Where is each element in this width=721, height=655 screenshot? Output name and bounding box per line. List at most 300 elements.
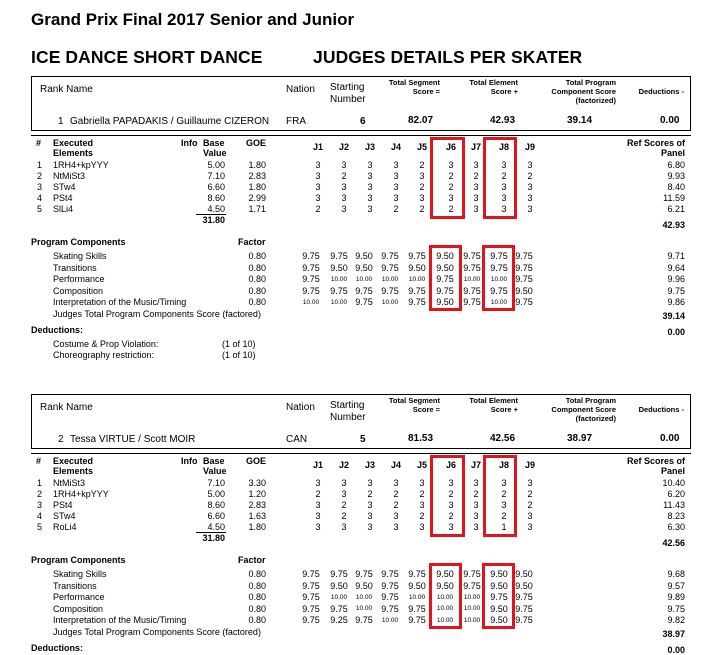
element-judge-score: 3	[315, 511, 321, 521]
pc-ref: 9.96	[667, 274, 685, 285]
judges-total-label: Judges Total Program Components Score (factored)	[53, 627, 261, 637]
element-judge-score: 2	[527, 500, 533, 510]
element-judge-score: 2	[501, 489, 507, 499]
separator	[31, 135, 691, 136]
pc-factor-value: 0.80	[248, 603, 266, 614]
deduction-item-label: Costume & Prop Violation:	[53, 339, 159, 349]
element-judge-score: 2	[393, 204, 399, 214]
element-judge-score: 3	[473, 478, 479, 488]
element-judge-score: 2	[341, 171, 347, 181]
element-judge-score: 3	[448, 193, 454, 203]
element-judge-score: 3	[448, 522, 454, 532]
element-judge-score: 3	[393, 478, 399, 488]
element-name: STw4	[53, 182, 76, 192]
element-judge-score: 3	[527, 160, 533, 170]
element-judge-score: 1	[501, 522, 507, 532]
element-judge-score: 2	[315, 204, 321, 214]
pc-judge-score: 10.00	[490, 275, 508, 283]
pc-judge-score: 9.50	[408, 262, 426, 273]
tss-header: Total Segment Score =	[388, 78, 440, 96]
pc-judge-score: 9.75	[463, 569, 481, 579]
col-num: #	[36, 456, 42, 466]
element-goe: 1.20	[248, 489, 266, 499]
pc-judge-score: 9.75	[463, 251, 481, 261]
element-judge-score: 3	[367, 193, 373, 203]
highlight-box	[430, 137, 465, 219]
element-judge-score: 2	[501, 511, 507, 521]
pc-judge-score: 10.00	[408, 275, 426, 283]
pc-judge-score: 9.75	[302, 603, 320, 614]
element-judge-score: 3	[501, 182, 507, 192]
pc-judge-score: 10.00	[463, 616, 481, 624]
element-judge-score: 2	[393, 489, 399, 499]
pc-judge-score: 9.75	[463, 285, 481, 296]
judge-header-5: J5	[416, 460, 427, 470]
element-judge-score: 3	[341, 489, 347, 499]
element-judge-score: 3	[527, 522, 533, 532]
deductions-header: Deductions -	[638, 405, 684, 414]
pc-ref: 9.71	[667, 251, 685, 261]
pc-judge-score: 9.50	[355, 251, 373, 261]
pc-judge-score: 9.75	[302, 615, 320, 626]
pc-judge-score: 9.75	[381, 580, 399, 591]
pc-judge-score: 10.00	[302, 298, 320, 306]
pc-judge-score: 9.25	[330, 615, 348, 626]
pc-factor-value: 0.80	[248, 262, 266, 273]
judge-header-5: J5	[416, 142, 427, 152]
element-ref: 6.21	[667, 204, 685, 214]
pc-judge-score: 10.00	[381, 298, 399, 306]
pc-judge-score: 9.75	[408, 297, 426, 308]
element-judge-score: 2	[393, 500, 399, 510]
page-title: Grand Prix Final 2017 Senior and Junior	[31, 10, 355, 29]
starting-number-header: Starting Number	[330, 400, 366, 423]
pc-factor-value: 0.80	[248, 569, 266, 579]
element-judge-score: 3	[393, 160, 399, 170]
pc-judge-score: 9.75	[302, 274, 320, 285]
pc-judge-score: 9.75	[355, 569, 373, 579]
element-goe: 2.83	[248, 171, 266, 181]
pc-judge-score: 9.75	[515, 251, 533, 261]
pc-title: Program Components	[31, 555, 126, 565]
pc-judge-score: 9.50	[436, 569, 454, 579]
pc-factor-value: 0.80	[248, 592, 266, 603]
element-goe: 2.99	[248, 193, 266, 203]
pc-judge-score: 9.75	[515, 603, 533, 614]
element-judge-score: 3	[419, 171, 425, 181]
pc-judge-score: 9.50	[515, 285, 533, 296]
total-deductions: 0.00	[660, 115, 680, 126]
col-base: Base Value	[203, 456, 227, 476]
pc-judge-score: 9.75	[436, 285, 454, 296]
element-ref: 6.30	[667, 522, 685, 532]
element-judge-score: 3	[367, 500, 373, 510]
pc-judge-score: 10.00	[330, 275, 348, 283]
element-ref: 9.93	[667, 171, 685, 181]
skater-nation: FRA	[286, 116, 306, 127]
pc-judge-score: 9.75	[330, 569, 348, 579]
element-judge-score: 3	[367, 182, 373, 192]
element-ref: 8.40	[667, 182, 685, 192]
element-judge-score: 3	[501, 500, 507, 510]
pc-judge-score: 9.75	[381, 592, 399, 603]
pc-judge-score: 9.50	[436, 297, 454, 308]
element-goe: 2.83	[248, 500, 266, 510]
pc-name: Skating Skills	[53, 569, 107, 579]
report-subtitle: JUDGES DETAILS PER SKATER	[313, 47, 583, 67]
element-name: SlLi4	[53, 204, 74, 214]
element-judge-score: 3	[393, 193, 399, 203]
judge-header-6: J6	[445, 142, 456, 152]
element-num: 5	[37, 522, 43, 532]
pc-judge-score: 9.50	[515, 569, 533, 579]
element-goe: 1.80	[248, 182, 266, 192]
deduction-item-value: (1 of 10)	[222, 350, 256, 360]
pc-judge-score: 9.50	[490, 615, 508, 626]
pc-name: Performance	[53, 592, 105, 603]
element-judge-score: 3	[501, 193, 507, 203]
element-judge-score: 3	[501, 478, 507, 488]
judge-header-3: J3	[364, 142, 375, 152]
element-base: 7.10	[207, 171, 225, 181]
element-num: 2	[37, 171, 43, 181]
skater-rank: 2	[58, 434, 64, 445]
element-judge-score: 3	[473, 500, 479, 510]
element-goe: 3.30	[248, 478, 266, 488]
separator	[31, 453, 691, 454]
pc-judge-score: 10.00	[355, 605, 373, 613]
element-ref: 11.59	[663, 193, 685, 203]
element-base: 7.10	[207, 478, 225, 488]
pc-name: Skating Skills	[53, 251, 107, 261]
pc-judge-score: 9.75	[408, 615, 426, 626]
pc-ref: 9.75	[667, 285, 685, 296]
pc-judge-score: 9.75	[515, 274, 533, 285]
pc-factor: Factor	[238, 237, 266, 247]
starting-number: 5	[360, 434, 366, 445]
col-num: #	[36, 138, 42, 148]
pc-judge-score: 9.50	[330, 262, 348, 273]
element-judge-score: 3	[527, 478, 533, 488]
pc-name: Performance	[53, 274, 105, 285]
pc-judge-score: 9.50	[490, 580, 508, 591]
element-judge-score: 3	[473, 182, 479, 192]
highlight-box	[430, 455, 465, 537]
deductions-total: 0.00	[667, 645, 685, 655]
element-base: 6.60	[207, 182, 225, 192]
pc-judge-score: 10.00	[463, 275, 481, 283]
judge-header-2: J2	[338, 460, 349, 470]
element-judge-score: 2	[501, 171, 507, 181]
pcs-header: Total Program Component Score (factorized)	[551, 78, 616, 105]
col-executed: Executed Elements	[53, 138, 94, 158]
element-judge-score: 3	[341, 204, 347, 214]
col-executed: Executed Elements	[53, 456, 94, 476]
pc-judge-score: 9.50	[515, 580, 533, 591]
element-num: 2	[37, 489, 43, 499]
element-judge-score: 2	[527, 489, 533, 499]
col-goe: GOE	[246, 456, 267, 466]
judges-total-label: Judges Total Program Components Score (factored)	[53, 309, 261, 319]
pc-name: Interpretation of the Music/Timing	[53, 297, 187, 308]
rank-name-header: Rank Name	[40, 402, 93, 413]
pc-judge-score: 10.00	[436, 616, 454, 624]
judge-header-9: J9	[524, 460, 535, 470]
pc-judge-score: 9.75	[381, 285, 399, 296]
starting-number-header: Starting Number	[330, 82, 366, 105]
pc-ref: 9.68	[667, 569, 685, 579]
col-goe: GOE	[246, 138, 267, 148]
base-total: 31.80	[202, 533, 225, 543]
element-judge-score: 3	[315, 522, 321, 532]
pc-name: Composition	[53, 285, 104, 296]
element-judge-score: 3	[419, 522, 425, 532]
element-judge-score: 2	[341, 500, 347, 510]
pc-judge-score: 9.75	[463, 580, 481, 591]
judge-header-8: J8	[498, 142, 509, 152]
element-ref: 6.20	[667, 489, 685, 499]
skater-nation: CAN	[286, 434, 308, 445]
element-judge-score: 3	[448, 500, 454, 510]
pc-judge-score: 9.75	[355, 285, 373, 296]
pc-judge-score: 10.00	[436, 593, 454, 601]
skater-rank: 1	[58, 116, 64, 127]
element-judge-score: 3	[419, 193, 425, 203]
pc-judge-score: 9.75	[490, 262, 508, 273]
element-name: 1RH4+kpYYY	[53, 489, 109, 499]
pc-judge-score: 9.75	[381, 603, 399, 614]
element-judge-score: 3	[473, 193, 479, 203]
pc-judge-score: 10.00	[330, 298, 348, 306]
pc-name: Composition	[53, 603, 104, 614]
element-judge-score: 2	[419, 204, 425, 214]
element-judge-score: 2	[448, 489, 454, 499]
pcs-total: 39.14	[662, 311, 685, 321]
pc-ref: 9.75	[667, 603, 685, 614]
skater-name: Tessa VIRTUE / Scott MOIR	[70, 434, 196, 445]
pc-judge-score: 10.00	[381, 275, 399, 283]
element-judge-score: 3	[315, 171, 321, 181]
judge-header-4: J4	[390, 142, 401, 152]
pc-judge-score: 9.75	[436, 274, 454, 285]
element-judge-score: 2	[527, 171, 533, 181]
element-judge-score: 2	[341, 511, 347, 521]
pc-name: Transitions	[53, 262, 97, 273]
pc-judge-score: 9.75	[408, 603, 426, 614]
element-judge-score: 3	[315, 500, 321, 510]
pc-judge-score: 9.75	[408, 285, 426, 296]
pc-judge-score: 10.00	[408, 593, 426, 601]
pc-judge-score: 10.00	[355, 593, 373, 601]
pc-judge-score: 9.75	[355, 615, 373, 626]
element-judge-score: 3	[393, 522, 399, 532]
pc-judge-score: 9.75	[381, 262, 399, 273]
element-ref: 11.43	[663, 500, 685, 510]
col-ref: Ref Scores of Panel	[626, 456, 685, 476]
element-judge-score: 2	[448, 511, 454, 521]
pc-factor-value: 0.80	[248, 274, 266, 285]
pc-judge-score: 9.75	[490, 592, 508, 603]
pc-judge-score: 10.00	[355, 275, 373, 283]
pc-judge-score: 9.75	[381, 569, 399, 579]
element-judge-score: 3	[393, 182, 399, 192]
element-judge-score: 3	[419, 478, 425, 488]
pc-ref: 9.64	[667, 262, 685, 273]
rank-name-header: Rank Name	[40, 84, 93, 95]
element-judge-score: 3	[419, 500, 425, 510]
pc-judge-score: 9.75	[515, 615, 533, 626]
judge-header-4: J4	[390, 460, 401, 470]
element-base: 4.50	[207, 522, 225, 532]
element-base: 8.60	[207, 193, 225, 203]
element-judge-score: 2	[473, 171, 479, 181]
total-element-score: 42.56	[490, 433, 516, 444]
element-judge-score: 2	[448, 204, 454, 214]
element-name: STw4	[53, 511, 76, 521]
tes-header: Total Element Score +	[469, 78, 518, 96]
element-judge-score: 3	[448, 160, 454, 170]
col-info: Info	[181, 138, 198, 148]
element-judge-score: 3	[367, 160, 373, 170]
pc-title: Program Components	[31, 237, 126, 247]
element-judge-score: 3	[393, 171, 399, 181]
element-goe: 1.63	[248, 511, 266, 521]
element-ref: 8.23	[667, 511, 685, 521]
element-judge-score: 2	[419, 511, 425, 521]
pc-judge-score: 10.00	[463, 593, 481, 601]
element-name: PSt4	[53, 193, 73, 203]
element-base: 4.50	[207, 204, 225, 214]
pc-judge-score: 9.50	[408, 580, 426, 591]
pc-judge-score: 9.75	[515, 297, 533, 308]
pc-judge-score: 9.75	[381, 251, 399, 261]
element-judge-score: 3	[315, 160, 321, 170]
highlight-box	[482, 245, 515, 311]
element-judge-score: 2	[419, 489, 425, 499]
pc-judge-score: 10.00	[436, 605, 454, 613]
pc-ref: 9.86	[667, 297, 685, 308]
element-judge-score: 3	[473, 511, 479, 521]
element-judge-score: 3	[341, 522, 347, 532]
highlight-box	[483, 455, 517, 537]
element-judge-score: 3	[448, 478, 454, 488]
element-judge-score: 3	[315, 182, 321, 192]
pc-judge-score: 9.75	[515, 262, 533, 273]
pc-judge-score: 9.75	[330, 285, 348, 296]
total-segment-score: 82.07	[408, 115, 434, 126]
element-num: 1	[37, 160, 43, 170]
pc-judge-score: 9.75	[490, 251, 508, 261]
pc-factor-value: 0.80	[248, 285, 266, 296]
event-name: ICE DANCE SHORT DANCE	[31, 47, 263, 67]
element-judge-score: 3	[367, 171, 373, 181]
element-name: RoLi4	[53, 522, 77, 532]
pc-judge-score: 9.75	[302, 285, 320, 296]
pc-name: Interpretation of the Music/Timing	[53, 615, 187, 626]
pcs-header: Total Program Component Score (factorized)	[551, 396, 616, 423]
pc-judge-score: 9.50	[490, 569, 508, 579]
pc-factor: Factor	[238, 555, 266, 565]
pc-judge-score: 10.00	[463, 605, 481, 613]
pc-judge-score: 10.00	[381, 616, 399, 624]
tss-header: Total Segment Score =	[388, 396, 440, 414]
element-goe: 1.80	[248, 160, 266, 170]
pc-judge-score: 9.75	[515, 592, 533, 603]
element-judge-score: 3	[501, 204, 507, 214]
col-base: Base Value	[203, 138, 227, 158]
element-judge-score: 3	[367, 511, 373, 521]
judge-header-2: J2	[338, 142, 349, 152]
total-deductions: 0.00	[660, 433, 680, 444]
deductions-header: Deductions -	[638, 87, 684, 96]
element-judge-score: 3	[341, 160, 347, 170]
element-num: 4	[37, 511, 43, 521]
skater-name: Gabriella PAPADAKIS / Guillaume CIZERON	[70, 116, 270, 127]
base-total: 31.80	[202, 215, 225, 225]
pc-judge-score: 9.75	[490, 285, 508, 296]
pc-ref: 9.89	[667, 592, 685, 603]
pc-judge-score: 9.75	[330, 603, 348, 614]
col-info: Info	[181, 456, 198, 466]
pc-judge-score: 9.75	[302, 592, 320, 603]
tes-total: 42.93	[662, 220, 685, 230]
judge-header-7: J7	[470, 142, 481, 152]
pc-judge-score: 9.50	[330, 580, 348, 591]
judge-header-8: J8	[498, 460, 509, 470]
pc-judge-score: 9.50	[355, 262, 373, 273]
element-judge-score: 2	[448, 182, 454, 192]
pc-judge-score: 9.75	[302, 251, 320, 261]
element-judge-score: 3	[367, 204, 373, 214]
pc-judge-score: 9.75	[408, 251, 426, 261]
pc-judge-score: 9.50	[436, 251, 454, 261]
pc-judge-score: 9.75	[302, 569, 320, 579]
element-base: 8.60	[207, 500, 225, 510]
element-judge-score: 3	[393, 511, 399, 521]
pc-judge-score: 9.50	[436, 262, 454, 273]
element-ref: 6.80	[667, 160, 685, 170]
pc-judge-score: 9.50	[436, 580, 454, 591]
element-judge-score: 3	[527, 193, 533, 203]
element-judge-score: 3	[341, 182, 347, 192]
pc-name: Transitions	[53, 580, 97, 591]
nation-header: Nation	[286, 402, 315, 413]
element-name: NtMiSt3	[53, 171, 86, 181]
element-num: 3	[37, 182, 43, 192]
element-judge-score: 3	[527, 204, 533, 214]
pc-judge-score: 9.75	[408, 569, 426, 579]
pc-factor-value: 0.80	[248, 615, 266, 626]
pc-judge-score: 10.00	[330, 593, 348, 601]
element-judge-score: 2	[419, 182, 425, 192]
element-judge-score: 3	[341, 478, 347, 488]
judge-header-6: J6	[445, 460, 456, 470]
highlight-box	[483, 137, 517, 219]
pc-judge-score: 9.75	[355, 297, 373, 308]
element-judge-score: 2	[448, 171, 454, 181]
deductions-label: Deductions:	[31, 325, 84, 335]
element-judge-score: 3	[367, 522, 373, 532]
pc-factor-value: 0.80	[248, 580, 266, 591]
pc-judge-score: 10.00	[490, 298, 508, 306]
total-pcs: 38.97	[567, 433, 593, 444]
element-judge-score: 3	[315, 193, 321, 203]
tes-total: 42.56	[662, 538, 685, 548]
element-name: PSt4	[53, 500, 73, 510]
element-judge-score: 2	[315, 489, 321, 499]
element-judge-score: 3	[473, 522, 479, 532]
element-judge-score: 3	[473, 160, 479, 170]
